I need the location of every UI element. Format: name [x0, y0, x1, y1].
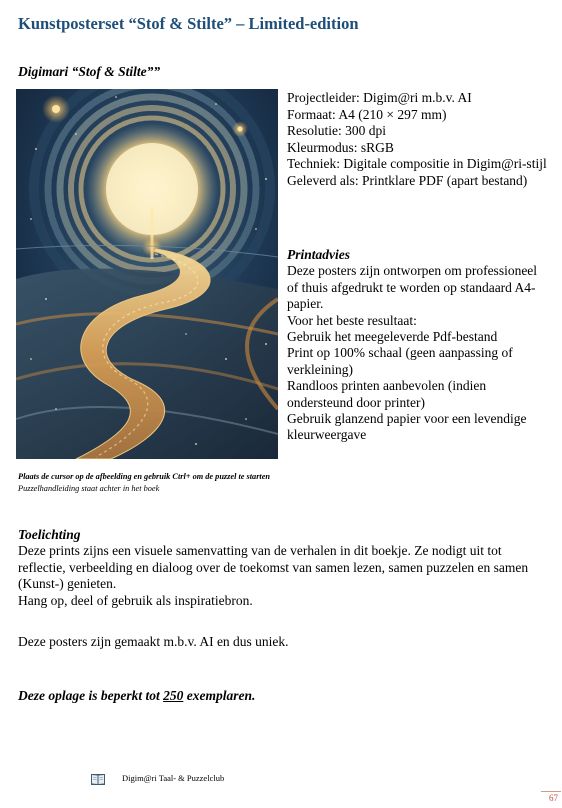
- specifications-list: [287, 90, 549, 189]
- limited-count: 250: [163, 688, 184, 703]
- spec-project-lead: Projectleider: Digim@ri m.b.v. AI: [287, 90, 472, 105]
- print-advice: [287, 247, 549, 444]
- spec-format: Formaat: A4 (210 × 297 mm): [287, 106, 447, 122]
- spec-color-mode: Kleurmodus: sRGB: [287, 139, 394, 155]
- limited-edition-note: [18, 688, 255, 704]
- page-number: 67: [549, 793, 558, 803]
- spiral-path-artwork-icon: [16, 89, 278, 459]
- advice-scale: Print op 100% schaal (geen aanpassing of verkleining): [287, 345, 513, 377]
- advice-borderless: Randloos printen aanbevolen (indien ondersteund door printer): [287, 378, 487, 410]
- spec-resolution: Resolutie: 300 dpi: [287, 123, 386, 138]
- poster-image[interactable]: [16, 89, 278, 459]
- limited-prefix: Deze oplage is beperkt tot: [18, 688, 164, 703]
- limited-suffix: exemplaren.: [183, 688, 256, 703]
- puzzle-instruction-caption: Plaats de cursor op de afbeelding en gebruik Ctrl+ om de puzzel te starten: [18, 472, 271, 481]
- ai-unique-note: Deze posters zijn gemaakt m.b.v. AI en dus uniek.: [18, 634, 289, 649]
- spec-delivery: Geleverd als: Printklare PDF (apart bestand): [287, 172, 528, 188]
- book-icon: [90, 771, 106, 787]
- explanation-line: Hang op, deel of gebruik als inspiratiebron.: [18, 592, 253, 608]
- footer-club-name: Digim@ri Taal- & Puzzelclub: [122, 773, 225, 783]
- advice-best-result: Voor het beste resultaat:: [287, 312, 417, 328]
- page-title: Kunstposterset “Stof & Stilte” – Limited-edition: [18, 14, 359, 33]
- advice-use-pdf: Gebruik het meegeleverde Pdf-bestand: [287, 329, 498, 345]
- puzzle-manual-caption: Puzzelhandleiding staat achter in het boek: [18, 484, 160, 493]
- explanation-section: [18, 527, 548, 609]
- spec-technique: Techniek: Digitale compositie in Digim@ri-stijl: [287, 156, 547, 171]
- page-number-rule: [541, 791, 561, 792]
- advice-glossy-paper: Gebruik glanzend papier voor een levendige kleurweergave: [287, 411, 527, 443]
- print-advice-heading: Printadvies: [287, 247, 350, 262]
- explanation-paragraph: Deze prints zijns een visuele samenvatting van de verhalen in dit boekje. Ze nodigt uit tot reflectie, verbeelding en dialoog over de toekomst van samen lezen, samen puzzelen en samen (Kunst-) genieten.: [18, 543, 529, 592]
- explanation-heading: Toelichting: [18, 527, 81, 542]
- advice-intro: Deze posters zijn ontworpen om professioneel of thuis afgedrukt te worden op standaard A4-papier.: [287, 263, 538, 312]
- artwork-title: Digimari “Stof & Stilte””: [18, 64, 161, 79]
